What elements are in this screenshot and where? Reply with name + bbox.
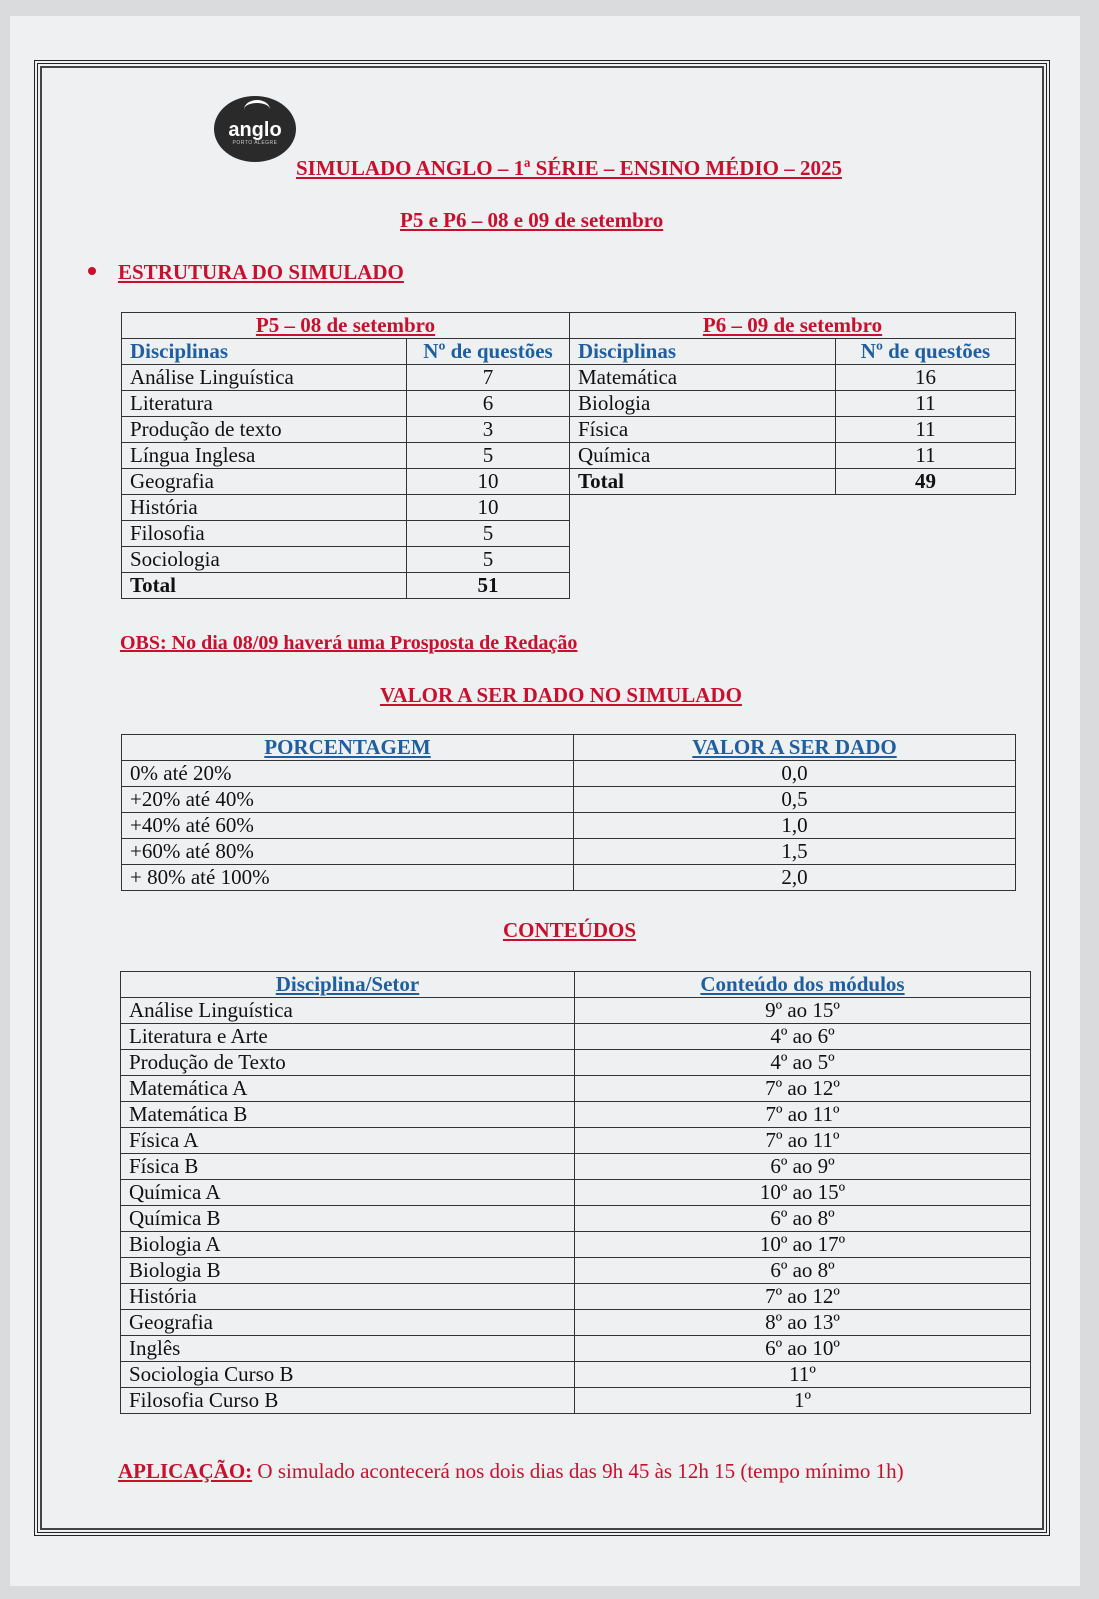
- cell: Química A: [121, 1180, 575, 1206]
- cell: 10: [407, 495, 570, 521]
- cell: +20% até 40%: [122, 787, 574, 813]
- table-row: [121, 1154, 1031, 1180]
- table-row: [121, 1128, 1031, 1154]
- table-row: [570, 391, 1016, 417]
- cell: Língua Inglesa: [122, 443, 407, 469]
- total-label: Total: [570, 469, 836, 495]
- table-row: [121, 998, 1031, 1024]
- cell: 7º ao 11º: [575, 1102, 1031, 1128]
- cell: Física: [570, 417, 836, 443]
- cell: Biologia B: [121, 1258, 575, 1284]
- table-row: [121, 1024, 1031, 1050]
- p5-heading: P5 – 08 de setembro: [122, 313, 570, 339]
- table-row: [122, 469, 570, 495]
- cell: Filosofia: [122, 521, 407, 547]
- cell: 6: [407, 391, 570, 417]
- table-row: [121, 1076, 1031, 1102]
- conteudos-col-disciplina: Disciplina/Setor: [121, 972, 575, 998]
- obs-note: OBS: No dia 08/09 haverá uma Prosposta de Redação: [120, 632, 578, 654]
- cell: 5: [407, 521, 570, 547]
- total-value: 49: [836, 469, 1016, 495]
- bullet-icon: [88, 267, 96, 275]
- p6-heading: P6 – 09 de setembro: [570, 313, 1016, 339]
- cell: Física A: [121, 1128, 575, 1154]
- table-row: [121, 1258, 1031, 1284]
- page-subtitle: P5 e P6 – 08 e 09 de setembro: [400, 208, 664, 232]
- table-row: [121, 1336, 1031, 1362]
- cell: Inglês: [121, 1336, 575, 1362]
- cell: 0,5: [574, 787, 1016, 813]
- table-row: [570, 365, 1016, 391]
- cell: 6º ao 10º: [575, 1336, 1031, 1362]
- cell: 5: [407, 547, 570, 573]
- table-row: [121, 1310, 1031, 1336]
- page-title: SIMULADO ANGLO – 1ª SÉRIE – ENSINO MÉDIO – 2025: [296, 156, 842, 180]
- cell: Biologia: [570, 391, 836, 417]
- cell: + 80% até 100%: [122, 865, 574, 891]
- cell: 9º ao 15º: [575, 998, 1031, 1024]
- table-row: [122, 787, 1016, 813]
- p6-col-questoes: Nº de questões: [836, 339, 1016, 365]
- logo-subtext: PORTO ALEGRE: [232, 140, 278, 146]
- cell: Análise Linguística: [121, 998, 575, 1024]
- cell: Matemática B: [121, 1102, 575, 1128]
- cell: Produção de texto: [122, 417, 407, 443]
- table-row: [122, 813, 1016, 839]
- valor-title: VALOR A SER DADO NO SIMULADO: [380, 683, 742, 707]
- cell: 8º ao 13º: [575, 1310, 1031, 1336]
- cell: Geografia: [121, 1310, 575, 1336]
- cell: 0,0: [574, 761, 1016, 787]
- cell: Literatura e Arte: [121, 1024, 575, 1050]
- anglo-logo: [214, 96, 296, 162]
- cell: 1,5: [574, 839, 1016, 865]
- table-row: [121, 1050, 1031, 1076]
- table-row: [121, 1284, 1031, 1310]
- table-row: [121, 1388, 1031, 1414]
- cell: 10º ao 17º: [575, 1232, 1031, 1258]
- cell: 10: [407, 469, 570, 495]
- cell: Geografia: [122, 469, 407, 495]
- valor-col-porcentagem: PORCENTAGEM: [122, 735, 574, 761]
- cell: 1º: [575, 1388, 1031, 1414]
- cell: 11: [836, 417, 1016, 443]
- cell: Matemática: [570, 365, 836, 391]
- cell: Biologia A: [121, 1232, 575, 1258]
- conteudos-title: CONTEÚDOS: [503, 918, 637, 942]
- cell: 1,0: [574, 813, 1016, 839]
- total-value: 51: [407, 573, 570, 599]
- cell: História: [122, 495, 407, 521]
- cell: 6º ao 9º: [575, 1154, 1031, 1180]
- p6-col-disciplinas: Disciplinas: [570, 339, 836, 365]
- cell: 5: [407, 443, 570, 469]
- cell: 6º ao 8º: [575, 1206, 1031, 1232]
- section-heading-text: ESTRUTURA DO SIMULADO: [118, 260, 404, 284]
- cell: Filosofia Curso B: [121, 1388, 575, 1414]
- table-row: [122, 495, 570, 521]
- cell: 7: [407, 365, 570, 391]
- cell: 7º ao 11º: [575, 1128, 1031, 1154]
- conteudos-table: [120, 971, 1031, 1414]
- valor-table: [121, 734, 1016, 891]
- cell: Literatura: [122, 391, 407, 417]
- table-row: [570, 443, 1016, 469]
- section-heading: [88, 260, 404, 285]
- p5-col-disciplinas: Disciplinas: [122, 339, 407, 365]
- table-row: [122, 417, 570, 443]
- cell: 11: [836, 391, 1016, 417]
- cell: Química: [570, 443, 836, 469]
- p5-table: [121, 312, 570, 599]
- total-row: [122, 573, 570, 599]
- table-row: [122, 761, 1016, 787]
- cell: 10º ao 15º: [575, 1180, 1031, 1206]
- table-row: [122, 521, 570, 547]
- cell: Matemática A: [121, 1076, 575, 1102]
- cell: Física B: [121, 1154, 575, 1180]
- table-row: [121, 1362, 1031, 1388]
- table-row: [121, 1180, 1031, 1206]
- cell: 2,0: [574, 865, 1016, 891]
- cell: 7º ao 12º: [575, 1076, 1031, 1102]
- p6-table: [569, 312, 1016, 495]
- cell: Química B: [121, 1206, 575, 1232]
- cell: 4º ao 5º: [575, 1050, 1031, 1076]
- cell: 4º ao 6º: [575, 1024, 1031, 1050]
- cell: Sociologia Curso B: [121, 1362, 575, 1388]
- table-row: [570, 417, 1016, 443]
- cell: Produção de Texto: [121, 1050, 575, 1076]
- cell: 11º: [575, 1362, 1031, 1388]
- table-row: [122, 547, 570, 573]
- aplicacao-text: O simulado acontecerá nos dois dias das 9h 45 às 12h 15 (tempo mínimo 1h): [252, 1459, 904, 1483]
- logo-text: anglo: [228, 119, 282, 141]
- cell: Sociologia: [122, 547, 407, 573]
- aplicacao-note: [118, 1459, 904, 1484]
- aplicacao-label: APLICAÇÃO:: [118, 1459, 253, 1483]
- cell: 16: [836, 365, 1016, 391]
- table-row: [122, 391, 570, 417]
- p5-col-questoes: Nº de questões: [407, 339, 570, 365]
- table-row: [121, 1232, 1031, 1258]
- table-row: [122, 443, 570, 469]
- table-row: [122, 839, 1016, 865]
- lion-icon: [244, 100, 270, 119]
- cell: +40% até 60%: [122, 813, 574, 839]
- conteudos-col-modulos: Conteúdo dos módulos: [575, 972, 1031, 998]
- cell: 3: [407, 417, 570, 443]
- cell: Análise Linguística: [122, 365, 407, 391]
- table-row: [122, 865, 1016, 891]
- table-row: [121, 1206, 1031, 1232]
- cell: +60% até 80%: [122, 839, 574, 865]
- cell: 6º ao 8º: [575, 1258, 1031, 1284]
- cell: 11: [836, 443, 1016, 469]
- total-row: [570, 469, 1016, 495]
- total-label: Total: [122, 573, 407, 599]
- cell: História: [121, 1284, 575, 1310]
- table-row: [121, 1102, 1031, 1128]
- table-row: [122, 365, 570, 391]
- cell: 7º ao 12º: [575, 1284, 1031, 1310]
- cell: 0% até 20%: [122, 761, 574, 787]
- valor-col-valor: VALOR A SER DADO: [574, 735, 1016, 761]
